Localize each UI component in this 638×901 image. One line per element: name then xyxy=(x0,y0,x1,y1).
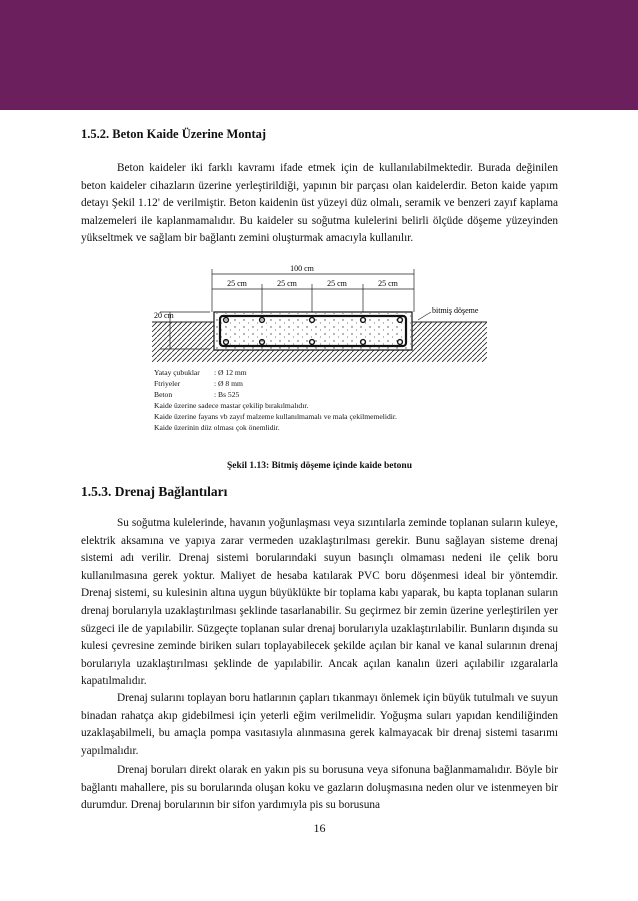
total-width-label: 100 cm xyxy=(290,264,314,273)
segment-label-3: 25 cm xyxy=(327,279,347,288)
height-label: 20 cm xyxy=(154,311,174,320)
spec-name-3: Beton xyxy=(154,390,173,399)
spec-value-1: : Ø 12 mm xyxy=(214,368,247,377)
ground-hatch-bottom xyxy=(214,350,412,362)
paragraph-drenaj-1: Su soğutma kulelerinde, havanın yoğunlaşması veya sızıntılarla zeminde toplanan suların kuleye, elektrik aksamına ve yapıya zarar vermeden uzaklaştırılması gerekir. Bunu sağlayan sisteme drenaj sistemi adı verilir. Drenaj sistemi borularındaki suyun basınçlı olmaması nedeni ile çelik boru kullanılmasına gerek yoktur. Maliyet de hesaba katılarak PVC boru döşenmesi ideal bir yöntemdir. Drenaj sistemi, su kulesinin altına uygun büyüklükte bir toplama kabı yaparak, bu kapta toplanan suların drenaj borularıyla uzaklaştırılması şeklinde tasarlanabilir. Su geçirmez bir zemin üzerine yerleştirilen yer süzgeci ile de yapılabilir. Süzgeçte toplanan sular drenaj borularıyla uzaklaştırılabilir. Bunların dışında su kulesi çevresine zeminde biriken suları toplayabilecek şekilde açılan bir kanal ve kanal sularının drenaj borularıyla uzaklaştırılması şeklinde de yapılabilir. Ancak açılan kanalın üzeri açılabilir ızgaralarla kapatılmalıdır. xyxy=(81,517,558,688)
paragraph-drenaj-3: Drenaj boruları direkt olarak en yakın pis su borusuna veya sifonuna bağlanmamalıdır. Böyle bir bağlantı mahallere, pis su borularında oluşan koku ve gazların doluşmasına neden olur ve istenmeyen bir durumdur. Drenaj borularının bir sifon yardımıyla pis su borusuna xyxy=(81,764,558,812)
paragraph-beton-kaide: Beton kaideler iki farklı kavramı ifade etmek için de kullanılabilmektedir. Burada değinilen beton kaideler cihazların üzerine yerleştirildiği, yapının bir parçası olan kaidelerdir. Beton kaide yapım detayı Şekil 1.12' de verilmiştir. Beton kaidenin üst yüzeyi düz olmalı, seramik ve benzeri zayıf kaplama malzemeleri ile kaplanmamalıdır. Bu kaideler su soğutma kulelerini belirli ölçüde döşeme yüzeyinden yükseltmek ve sağlam bir bağlantı zemini oluşturmak amacıyla kullanılır. xyxy=(81,162,558,245)
kaide-detail-figure xyxy=(152,262,497,450)
figure-note-2: Kaide üzerine fayans vb zayıf malzeme kullanılmamalı ve mala çekilmemelidir. xyxy=(154,412,397,421)
spec-value-3: : Bs 525 xyxy=(214,390,240,399)
ground-hatch-right xyxy=(412,322,487,362)
spec-name-2: Ftriyeler xyxy=(154,379,181,388)
ground-hatch-left xyxy=(152,322,214,362)
header-banner xyxy=(0,0,638,110)
page-number: 16 xyxy=(313,821,326,835)
section-heading-beton-kaide: 1.5.2. Beton Kaide Üzerine Montaj xyxy=(81,127,267,141)
section-heading-drenaj: 1.5.3. Drenaj Bağlantıları xyxy=(81,484,228,499)
segment-label-1: 25 cm xyxy=(227,279,247,288)
spec-value-2: : Ø 8 mm xyxy=(214,379,243,388)
paragraph-drenaj-2: Drenaj sularını toplayan boru hatlarının çapları tıkanmayı önlemek için büyük tutulmalı ve suyun binadan rahatça akıp gidebilmesi için yeterli eğim verilmelidir. Yoğuşma suları yapıdan kendiliğinden uzaklaşabilmeli, bu amaçla pompa vasıtasıyla alınmasına gerek kalmayacak bir drenaj sistemi tasarımı yapılmalıdır. xyxy=(81,692,558,757)
figure-caption: Şekil 1.13: Bitmiş döşeme içinde kaide betonu xyxy=(227,461,412,471)
figure-note-3: Kaide üzerinin düz olması çok önemlidir. xyxy=(154,423,280,432)
segment-label-4: 25 cm xyxy=(378,279,398,288)
floor-label: bitmiş döşeme xyxy=(432,306,479,315)
spec-name-1: Yatay çubuklar xyxy=(154,368,200,377)
segment-label-2: 25 cm xyxy=(277,279,297,288)
figure-note-1: Kaide üzerine sadece mastar çekilip bırakılmalıdır. xyxy=(154,401,309,410)
